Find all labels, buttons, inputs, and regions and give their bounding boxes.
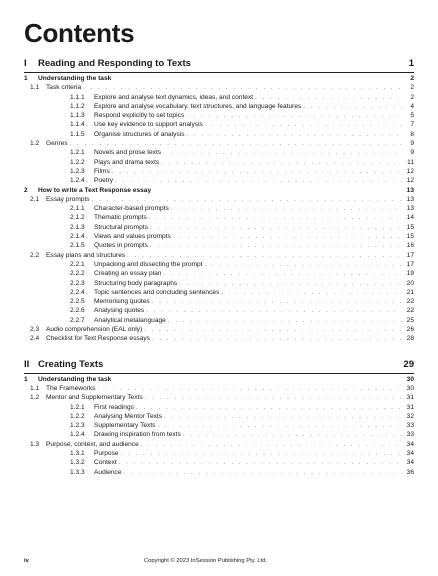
toc-sub-entry[interactable]	[24, 121, 414, 130]
toc-entry-number: 1.1.2	[70, 102, 85, 110]
toc-entry-page: 34	[406, 440, 414, 448]
toc-sub-entry[interactable]	[24, 317, 414, 326]
dot-leader	[141, 442, 402, 448]
toc-sec-entry[interactable]	[24, 326, 414, 335]
toc-sub-entry[interactable]	[24, 224, 414, 233]
toc-sec-entry[interactable]	[24, 252, 414, 261]
toc-entry-number: 1.1.3	[70, 112, 85, 120]
toc-entry-title: Analytical metalanguage	[94, 316, 166, 324]
toc-entry-number: 2.1.2	[70, 214, 85, 222]
dot-leader	[163, 150, 402, 156]
dot-leader	[112, 169, 402, 175]
toc-entry-title: Essay plans and structures	[46, 251, 126, 259]
toc-entry-page: 9	[410, 149, 414, 157]
toc-entry-number: 1.2.2	[70, 158, 85, 166]
dot-leader	[168, 318, 402, 324]
toc-part-entry[interactable]	[24, 359, 414, 372]
dot-leader	[161, 160, 402, 166]
toc-entry-title: Purpose	[94, 449, 119, 457]
toc-sec-entry[interactable]	[24, 441, 414, 450]
toc-entry-number: 2.1.1	[70, 205, 85, 213]
toc-sub-entry[interactable]	[24, 103, 414, 112]
toc-entry-title: How to write a Text Response essay	[38, 186, 152, 194]
toc-entry-title: Creating Texts	[38, 358, 104, 370]
toc-entry-page: 19	[406, 270, 414, 278]
toc-chap-entry[interactable]	[24, 75, 414, 84]
toc-entry-number: 1.2.3	[70, 422, 85, 430]
toc-entry-page: 16	[406, 242, 414, 250]
dot-leader	[119, 460, 402, 466]
toc-entry-number: 1.1.1	[70, 93, 85, 101]
toc-sub-entry[interactable]	[24, 289, 414, 298]
toc-entry-page: 9	[410, 140, 414, 148]
page-title: Contents	[24, 18, 135, 48]
toc-sub-entry[interactable]	[24, 168, 414, 177]
dot-leader	[205, 262, 403, 268]
toc-entry-number: 2.2	[30, 251, 40, 259]
dot-leader	[221, 290, 402, 296]
toc-sub-entry[interactable]	[24, 159, 414, 168]
toc-entry-title: Respond explicitly to set topics	[94, 112, 185, 120]
dot-leader	[97, 386, 402, 392]
toc-sub-entry[interactable]	[24, 233, 414, 242]
dot-leader	[152, 299, 402, 305]
toc-entry-page: 21	[406, 288, 414, 296]
dot-leader	[187, 132, 402, 138]
toc-entry-title: Plays and drama texts	[94, 158, 160, 166]
toc-entry-number: 2.1.5	[70, 242, 85, 250]
toc-entry-title: Drawing inspiration from texts	[94, 431, 181, 439]
toc-entry-title: Unpacking and dissecting the prompt	[94, 260, 203, 268]
toc-entry-page: 2	[410, 75, 414, 82]
toc-entry-title: Structuring body paragraphs	[94, 279, 178, 287]
toc-sub-entry[interactable]	[24, 131, 414, 140]
part-divider	[24, 72, 414, 73]
dot-leader	[124, 470, 403, 476]
dot-leader	[183, 432, 402, 438]
toc-entry-page: 20	[406, 279, 414, 287]
toc-entry-number: 1.3	[30, 440, 40, 448]
toc-sec-entry[interactable]	[24, 140, 414, 149]
dot-leader	[152, 336, 402, 342]
toc-entry-title: Context	[94, 459, 117, 467]
toc-entry-number: 1.1.5	[70, 130, 85, 138]
toc-entry-number: 1	[24, 375, 28, 383]
dot-leader	[144, 327, 402, 333]
toc-sub-entry[interactable]	[24, 270, 414, 279]
toc-sub-entry[interactable]	[24, 413, 414, 422]
toc-entry-number: 2.3	[30, 326, 40, 334]
toc-entry-title: First readings	[94, 403, 134, 411]
toc-entry-number: 1	[24, 75, 28, 82]
toc-entry-page: 2	[410, 84, 414, 92]
toc-entry-page: 34	[406, 449, 414, 457]
toc-entry-page: 33	[406, 431, 414, 439]
dot-leader	[145, 395, 402, 401]
toc-sub-entry[interactable]	[24, 242, 414, 251]
toc-sub-entry[interactable]	[24, 404, 414, 413]
toc-entry-title: Quotes in prompts	[94, 242, 148, 250]
toc-entry-page: 30	[406, 384, 414, 392]
toc-sub-entry[interactable]	[24, 450, 414, 459]
toc-entry-title: Understanding the task	[38, 75, 112, 82]
dot-leader	[157, 423, 402, 429]
toc-entry-page: 34	[406, 459, 414, 467]
toc-entry-number: I	[24, 58, 27, 69]
toc-entry-page: 32	[406, 412, 414, 420]
toc-entry-page: 25	[406, 316, 414, 324]
toc-entry-page: 7	[410, 121, 414, 129]
toc-entry-number: 1.3.2	[70, 459, 85, 467]
dot-leader	[164, 414, 402, 420]
toc-sec-entry[interactable]	[24, 335, 414, 344]
dot-leader	[150, 243, 402, 249]
toc-entry-title: Checklist for Text Response essays	[46, 335, 150, 343]
toc-entry-number: 1.2.3	[70, 167, 85, 175]
toc-entry-page: 22	[406, 307, 414, 315]
toc-entry-page: 28	[406, 335, 414, 343]
toc-sub-entry[interactable]	[24, 112, 414, 121]
toc-entry-page: 31	[406, 394, 414, 402]
toc-entry-page: 2	[410, 93, 414, 101]
toc-sub-entry[interactable]	[24, 149, 414, 158]
toc-sec-entry[interactable]	[24, 394, 414, 403]
toc-entry-number: 1.2.2	[70, 412, 85, 420]
dot-leader	[205, 122, 402, 128]
toc-entry-title: Topic sentences and concluding sentences	[94, 288, 220, 296]
toc-entry-number: 1.2.4	[70, 431, 85, 439]
part-gap	[24, 345, 414, 357]
toc-entry-title: Character-based prompts	[94, 205, 169, 213]
toc-entry-number: 2.1.4	[70, 233, 85, 241]
dot-leader	[303, 104, 402, 110]
toc-entry-page: 22	[406, 298, 414, 306]
dot-leader	[70, 141, 402, 147]
toc-entry-title: Views and values prompts	[94, 233, 171, 241]
dot-leader	[186, 113, 402, 119]
toc-entry-number: 2.2.5	[70, 298, 85, 306]
toc-entry-page: 36	[406, 468, 414, 476]
toc-sub-entry[interactable]	[24, 469, 414, 478]
toc-entry-number: 1.2	[30, 394, 40, 402]
toc-entry-number: 2.2.1	[70, 260, 85, 268]
toc-entry-number: 2.2.2	[70, 270, 85, 278]
toc-entry-title: Novels and prose texts	[94, 149, 162, 157]
toc-entry-number: 1.2.4	[70, 177, 85, 185]
dot-leader	[171, 206, 402, 212]
toc-entry-page: 14	[406, 214, 414, 222]
toc-sub-entry[interactable]	[24, 177, 414, 186]
dot-leader	[179, 281, 402, 287]
toc-sub-entry[interactable]	[24, 431, 414, 440]
toc-entry-page: 30	[406, 375, 414, 383]
toc-entry-title: Analysing Mentor Texts	[94, 412, 163, 420]
toc-entry-title: Poetry	[94, 177, 114, 185]
toc-entry-page: 33	[406, 422, 414, 430]
toc-entry-title: Structural prompts	[94, 223, 148, 231]
toc-entry-number: 2.1	[30, 195, 40, 203]
toc-entry-title: Explore and analyse text dynamics, ideas, and context	[94, 93, 254, 101]
toc-sec-entry[interactable]	[24, 385, 414, 394]
toc-entry-number: 2.1.3	[70, 223, 85, 231]
toc-entry-title: Organise structures of analysis	[94, 130, 185, 138]
footer-copyright: Copyright © 2023 InSession Publishing Pty. Ltd.	[144, 558, 268, 564]
toc-entry-title: Task criteria	[46, 84, 82, 92]
toc-entry-number: 1.2.1	[70, 149, 85, 157]
toc-entry-page: 15	[406, 233, 414, 241]
toc-entry-number: 2.2.7	[70, 316, 85, 324]
toc-entry-number: 2.2.4	[70, 288, 85, 296]
table-of-contents	[24, 56, 414, 478]
toc-entry-page: 5	[410, 112, 414, 120]
toc-entry-page: 29	[403, 358, 414, 370]
toc-entry-title: Essay prompts	[46, 195, 90, 203]
toc-sec-entry[interactable]	[24, 84, 414, 93]
toc-entry-page: 31	[406, 403, 414, 411]
toc-entry-page: 8	[410, 130, 414, 138]
dot-leader	[173, 234, 402, 240]
toc-entry-title: The Frameworks	[46, 384, 96, 392]
toc-sub-entry[interactable]	[24, 214, 414, 223]
dot-leader	[127, 253, 402, 259]
toc-entry-page: 4	[410, 102, 414, 110]
toc-entry-page: 13	[406, 205, 414, 213]
toc-entry-title: Audio comprehension (EAL only)	[46, 326, 143, 334]
part-divider	[24, 373, 414, 374]
toc-entry-title: Supplementary Texts	[94, 422, 156, 430]
toc-entry-page: 13	[406, 186, 414, 194]
toc-part-entry[interactable]	[24, 58, 414, 71]
toc-entry-title: Memorising quotes	[94, 298, 150, 306]
toc-entry-page: 13	[406, 195, 414, 203]
dot-leader	[92, 197, 402, 203]
dot-leader	[146, 308, 402, 314]
toc-sub-entry[interactable]	[24, 94, 414, 103]
dot-leader	[149, 215, 402, 221]
toc-entry-title: Creating an essay plan	[94, 270, 162, 278]
toc-entry-title: Understanding the task	[38, 375, 112, 383]
toc-entry-title: Explore and analyse vocabulary, text structures, and language features	[94, 102, 302, 110]
toc-entry-title: Thematic prompts	[94, 214, 147, 222]
toc-entry-number: 2.4	[30, 335, 40, 343]
toc-entry-page: 11	[407, 158, 414, 166]
toc-entry-number: 2	[24, 186, 28, 194]
toc-entry-page: 1	[408, 58, 414, 69]
dot-leader	[115, 178, 402, 184]
footer-page-number: iv	[24, 558, 29, 564]
toc-entry-number: II	[24, 358, 30, 370]
toc-sub-entry[interactable]	[24, 280, 414, 289]
toc-entry-title: Analysing quotes	[94, 307, 145, 315]
toc-entry-number: 1.1	[30, 84, 40, 92]
page-footer	[24, 558, 414, 564]
toc-sub-entry[interactable]	[24, 298, 414, 307]
toc-sub-entry[interactable]	[24, 459, 414, 468]
toc-sec-entry[interactable]	[24, 196, 414, 205]
toc-sub-entry[interactable]	[24, 205, 414, 214]
toc-entry-title: Reading and Responding to Texts	[38, 58, 191, 69]
dot-leader	[150, 225, 402, 231]
toc-entry-page: 17	[406, 260, 414, 268]
dot-leader	[255, 95, 402, 101]
dot-leader	[83, 85, 402, 91]
dot-leader	[121, 451, 402, 457]
toc-entry-number: 2.2.6	[70, 307, 85, 315]
toc-entry-title: Films	[94, 167, 110, 175]
toc-entry-title: Genres	[46, 140, 68, 148]
toc-chap-entry[interactable]	[24, 376, 414, 385]
toc-entry-number: 1.2	[30, 140, 40, 148]
toc-sub-entry[interactable]	[24, 307, 414, 316]
toc-chap-entry[interactable]	[24, 187, 414, 196]
toc-sub-entry[interactable]	[24, 422, 414, 431]
toc-entry-title: Purpose, context, and audience	[46, 440, 139, 448]
toc-sub-entry[interactable]	[24, 261, 414, 270]
toc-entry-page: 15	[406, 223, 414, 231]
dot-leader	[136, 405, 402, 411]
toc-entry-number: 1.3.1	[70, 449, 85, 457]
toc-entry-number: 1.1	[30, 384, 40, 392]
dot-leader	[163, 271, 402, 277]
toc-entry-title: Use key evidence to support analysis	[94, 121, 203, 129]
toc-entry-page: 17	[406, 251, 414, 259]
toc-entry-number: 2.2.3	[70, 279, 85, 287]
toc-entry-page: 26	[406, 326, 414, 334]
toc-entry-title: Audience	[94, 468, 122, 476]
toc-entry-number: 1.2.1	[70, 403, 85, 411]
toc-entry-page: 12	[406, 177, 414, 185]
toc-entry-page: 12	[406, 167, 414, 175]
toc-entry-number: 1.1.4	[70, 121, 85, 129]
toc-entry-title: Mentor and Supplementary Texts	[46, 394, 143, 402]
toc-entry-number: 1.3.3	[70, 468, 85, 476]
